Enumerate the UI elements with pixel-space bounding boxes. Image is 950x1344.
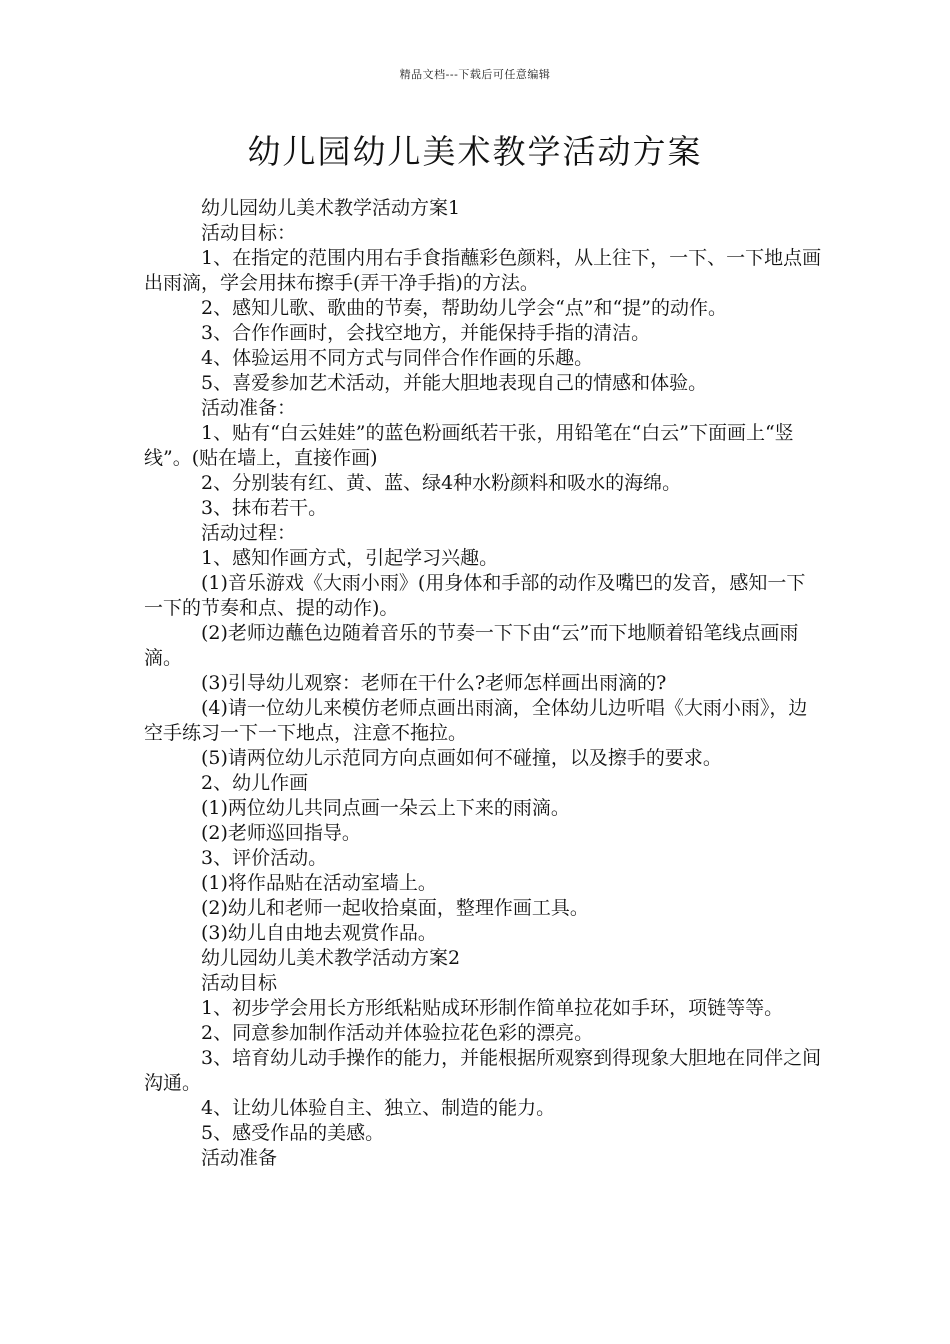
list-item: 5、感受作品的美感。 xyxy=(201,1122,385,1144)
list-item: 1、贴有“白云娃娃”的蓝色粉画纸若干张，用铅笔在“白云”下面画上“竖线”。(贴在墙上，直接作画) xyxy=(144,422,794,469)
list-item: 3、评价活动。 xyxy=(201,847,328,869)
list-item: 4、让幼儿体验自主、独立、制造的能力。 xyxy=(201,1097,556,1119)
list-item: 3、合作作画时，会找空地方，并能保持手指的清洁。 xyxy=(201,322,651,344)
list-item: (5)请两位幼儿示范同方向点画如何不碰撞，以及擦手的要求。 xyxy=(201,747,722,769)
list-item: (3)幼儿自由地去观赏作品。 xyxy=(201,922,437,944)
section-heading: 幼儿园幼儿美术教学活动方案2 xyxy=(201,947,461,969)
section-heading: 幼儿园幼儿美术教学活动方案1 xyxy=(201,197,461,219)
document-title: 幼儿园幼儿美术教学活动方案 xyxy=(247,132,703,171)
list-item: 1、在指定的范围内用右手食指蘸彩色颜料，从上往下，一下、一下地点画出雨滴，学会用抹布擦手(弄干净手指)的方法。 xyxy=(144,247,822,294)
list-item: 2、幼儿作画 xyxy=(201,772,309,794)
list-item: (4)请一位幼儿来模仿老师点画出雨滴，全体幼儿边听唱《大雨小雨》，边空手练习一下一下地点，注意不拖拉。 xyxy=(144,697,808,744)
subheading: 活动目标 xyxy=(201,972,278,994)
subheading: 活动过程： xyxy=(201,522,297,544)
list-item: (1)两位幼儿共同点画一朵云上下来的雨滴。 xyxy=(201,797,570,819)
subheading: 活动准备 xyxy=(201,1147,278,1169)
list-item: (2)老师巡回指导。 xyxy=(201,822,361,844)
page-header-note: 精品文档---下载后可任意编辑 xyxy=(399,68,551,81)
list-item: (1)将作品贴在活动室墙上。 xyxy=(201,872,437,894)
list-item: 1、感知作画方式，引起学习兴趣。 xyxy=(201,547,499,569)
list-item: 2、同意参加制作活动并体验拉花色彩的漂亮。 xyxy=(201,1022,594,1044)
subheading: 活动准备： xyxy=(201,397,297,419)
list-item: (1)音乐游戏《大雨小雨》(用身体和手部的动作及嘴巴的发音，感知一下一下的节奏和点、提的动作)。 xyxy=(144,572,806,619)
list-item: 1、初步学会用长方形纸粘贴成环形制作简单拉花如手环，项链等等。 xyxy=(201,997,784,1019)
list-item: (2)幼儿和老师一起收拾桌面，整理作画工具。 xyxy=(201,897,589,919)
list-item: 3、培育幼儿动手操作的能力，并能根据所观察到得现象大胆地在同伴之间沟通。 xyxy=(144,1047,822,1094)
subheading: 活动目标： xyxy=(201,222,297,244)
list-item: (2)老师边蘸色边随着音乐的节奏一下下由“云”而下地顺着铅笔线点画雨滴。 xyxy=(144,622,799,669)
list-item: (3)引导幼儿观察：老师在干什么?老师怎样画出雨滴的? xyxy=(201,672,667,694)
list-item: 2、分别装有红、黄、蓝、绿4种水粉颜料和吸水的海绵。 xyxy=(201,472,682,494)
list-item: 4、体验运用不同方式与同伴合作作画的乐趣。 xyxy=(201,347,594,369)
document-body xyxy=(144,196,824,1171)
list-item: 2、感知儿歌、歌曲的节奏，帮助幼儿学会“点”和“提”的动作。 xyxy=(201,297,727,319)
list-item: 5、喜爱参加艺术活动，并能大胆地表现自己的情感和体验。 xyxy=(201,372,708,394)
list-item: 3、抹布若干。 xyxy=(201,497,328,519)
